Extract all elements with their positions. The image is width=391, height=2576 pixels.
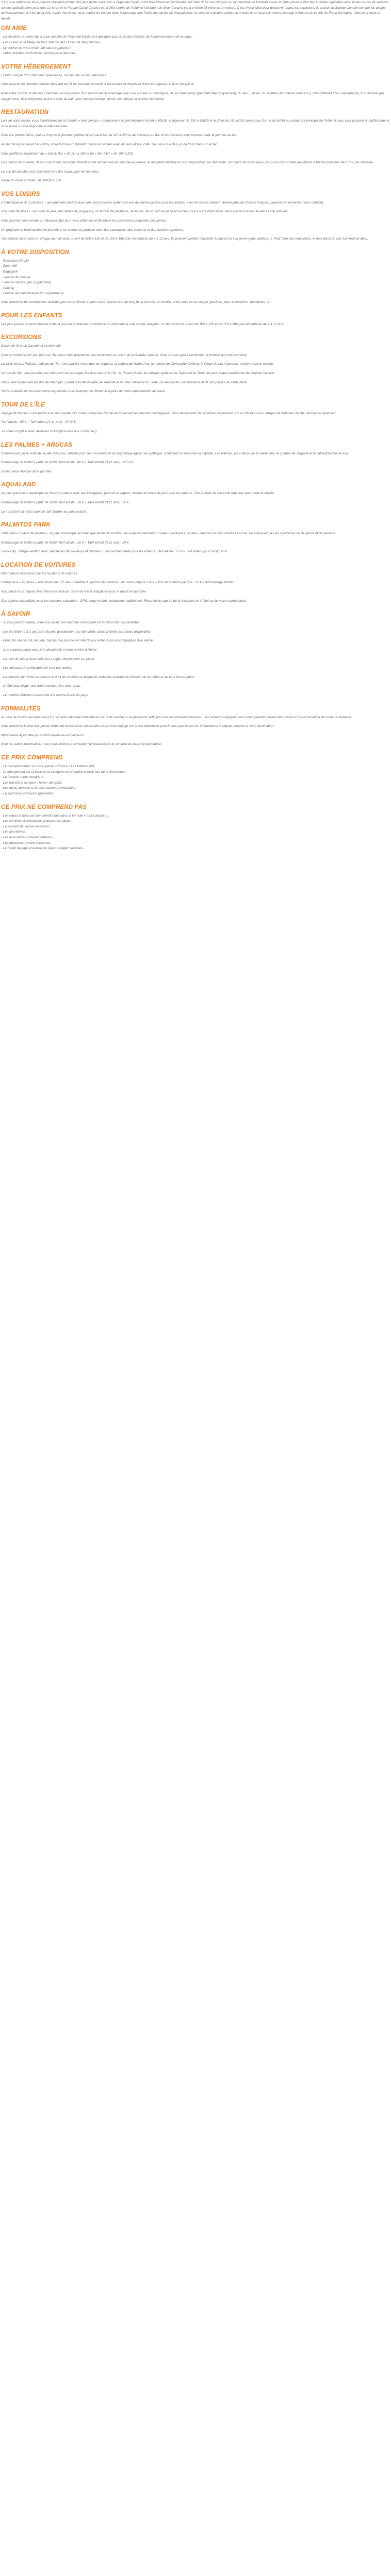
section xyxy=(1,402,390,435)
section-paragraph: Le plus grand parc aquatique de l'île vous attend avec ses toboggans, piscines à vagues, rivières et zones de jeux pour les enfants. Une journée de fun et de fraîcheur pour toute la famille. xyxy=(1,492,275,496)
section-paragraph: L'hôtel dispose de 2 piscines – une première piscine avec une zone pour les enfants et une deuxième piscine pour les adultes, avec terrasses solarium aménagées de chaises longues, parasols et serviettes (sous caution). xyxy=(1,200,324,205)
section-heading: AQUALAND xyxy=(1,482,36,488)
section-paragraph: Un programme d'animations en journée et en soirée est proposé avec des spectacles, des concerts et des activités sportives. xyxy=(1,228,184,232)
intro-paragraph: S'il y a un endroit où vous pouvez vraiment profiter des plus belles vacances à Playa del Inglés, c'est bien Vitanova Continental, un hôtel 3* ici tout compris sur la couronne de bouteilles avec enfants pouvant être des journées spéciales avec toutes sortes de services conçus spécialement pour eux. Le large et le Parque Canal Canaria est à 250 mètres de l'hôtel et l'aéroport de Gran Canaria est à environ 35 minutes en voiture. C'est l'hôtel idéal pour découvrir toutes les attractions du sud de la Grande Canarie comme les plages de Maspalomas, à 3 km de la Cité Jardin. Ne devez-vous oublier de trouver dans l'entourage une Partie des dunes de Maspalomas, un endroit vraiment unique au monde et un réservoir naturel protégé à l'entrée de la ville de Playa del Inglés. Idéal pour toute la famille. xyxy=(1,1,389,21)
section-paragraph: - Les lits bébé (0 à 2 ans) sont fournis gratuitement sur demande, dans la limite des stocks disponibles. xyxy=(1,630,152,634)
section-paragraph: Informations indicatives sur les locations de voitures : xyxy=(1,571,79,575)
section-paragraph: Le transport est inclus dans le tarif. Entrée au parc incluse. xyxy=(1,510,87,514)
section-paragraph: Au bar de la piscine et bar Lobby, votre formule comprend : boissons locales avec et sans alcool, café, thé, ainsi que des jus de fruits frais sur le bar. xyxy=(1,142,218,146)
list-item: - La situation, au cœur de la zone animée de Playa del Inglés et à quelques pas du centre Kasbah, de la promenade et de la plage. xyxy=(1,35,193,39)
section-paragraph: Assurance tous risques avec franchise incluse. Carte de crédit obligatoire pour le dépôt de garantie. xyxy=(1,590,147,594)
section-heading: TOUR DE L'ÎLE xyxy=(1,401,45,408)
page xyxy=(0,0,391,852)
list-item: - Parking xyxy=(1,286,14,290)
section xyxy=(1,804,390,852)
list-item: - La surcharge carburant (révisable). xyxy=(1,791,55,795)
section-paragraph: - Une caution pourra vous être demandée à votre arrivée à l'hôtel. xyxy=(1,648,97,652)
section-heading: EXCURSIONS xyxy=(1,334,42,341)
section-paragraph: Ramassage de l'hôtel à partir de 9h30. Tarif adulte : 32 € – Tarif enfant (3-11 ans) : 24 € xyxy=(1,540,129,545)
section xyxy=(1,522,390,555)
section-paragraph: Les plus jeunes pourront trouver toute la journée à Vitanova Continental un mini-club et une piscine adaptée. Le Mini-club est ouvert de 10h à 13h et de 15h à 18h pour les enfants de 4 à 12 ans. xyxy=(1,322,284,326)
section-heading: PALMITOS PARK xyxy=(1,522,51,529)
section-paragraph: Vos enfants seront pris en charge au mini-club, ouvert de 10h à 13h et de 15h à 18h pour les enfants de 4 à 12 ans. Ils pourront profiter d'activités ludiques en tout genre (jeux, ateliers...). Pour faire des rencontres, le mini-disco du soir est l'endroit idéal. xyxy=(1,237,368,241)
section xyxy=(1,706,390,748)
section-paragraph: Vous trouverez de nombreuses activités pour vous divertir et pour vous reposer tout au long de la journée, en famille, entre amis ou en couple (piscines, jeux, animations, spectacles...). xyxy=(1,300,270,304)
list-item: - Le forfait bagage et la taxe de séjour à régler sur place. xyxy=(1,846,84,851)
section-paragraph: Dîner: selon l'horaire de la journée. xyxy=(1,469,53,473)
section-heading: À VOTRE DISPOSITION xyxy=(1,249,70,256)
section-paragraph: - La taxe de séjour éventuelle est à régler directement sur place. xyxy=(1,657,95,661)
section xyxy=(1,334,390,395)
section-paragraph: Pour en connaître un peu plus sur l'île, nous vous proposons des excursions au cœur de la Grande Canarie. Vous n'aurez qu'à sélectionner la formule qui vous convient : xyxy=(1,353,249,357)
section-paragraph: Des options disponibles pour les locations suivantes : GPS, siège enfant, conducteur additionnel. Réservation auprès de la réception de l'hôtel ou de notre représentant. xyxy=(1,599,247,603)
section-heading: VOS LOISIRS xyxy=(1,191,40,197)
section-paragraph: - La direction de l'hôtel se réserve le droit de modifier ou d'annuler certaines activités en fonction de la météo et du taux d'occupation. xyxy=(1,675,196,679)
list-item: - Les repas et boissons non mentionnés dans la formule « tout compris », xyxy=(1,814,108,818)
list-item: - Les transferts aéroport / hôtel / aéroport, xyxy=(1,781,62,785)
list-item: - L'hébergement sur la base de la catégorie de chambre choisie lors de la réservation, xyxy=(1,770,127,774)
section xyxy=(1,249,390,306)
section-paragraph: - Le nombre d'étoiles correspond à la norme locale du pays. xyxy=(1,693,89,697)
section-paragraph: Journée complète avec déjeuner inclus (boissons non comprises). xyxy=(1,429,98,433)
section-paragraph: Découvrez également les îles de l'archipel : partez à la découverte de Tenerife et du Parc National du Teide, ou encore de Fuerteventura et de ses plages de sable blanc. xyxy=(1,380,249,384)
list-item: - La formule « tout compris », xyxy=(1,775,44,779)
sections xyxy=(1,25,390,851)
section-paragraph: Commencez par la visite de la ville d'Arucas, célèbre pour ses rhumeries et sa magnifique église néo-gothique. Continuez ensuite vers la capitale, Las Palmas, pour découvrir la vieille ville, le quartier de Vegueta et la cathédrale Santa Ana. xyxy=(1,451,349,455)
section-heading: CE PRIX NE COMPREND PAS xyxy=(1,804,87,810)
section-paragraph: Vous profiterez également du « Snack Bar » de 11h à 18h et du « Bar 24/7 » de 10h à 23h. xyxy=(1,151,134,156)
list-item: - Bagagerie xyxy=(1,270,19,274)
section-heading: À SAVOIR xyxy=(1,611,30,618)
section-paragraph: L'Hôtel compte 382 chambres spacieuses, lumineuses et bien décorées. xyxy=(1,73,107,77)
section-paragraph: Au sein de l'Union européenne (UE), la carte nationale d'identité en cours de validité ou le passeport suffit pour les ressortissants français. Les mineurs voyageant sans leurs parents doivent être munis d'une autorisation de sortie du territoire. xyxy=(1,715,352,719)
list-item: - Les dépenses d'ordre personnel, xyxy=(1,841,51,845)
list-item: - Votre chambre confortable, lumineuse et décorée xyxy=(1,52,75,56)
list-item: - Les pourboires, xyxy=(1,830,26,834)
section-heading: RESTAURATION xyxy=(1,109,49,116)
section-paragraph: - Pour des raisons de sécurité, l'accès à la piscine est interdit aux enfants non accompagnés d'un adulte. xyxy=(1,639,154,643)
section-paragraph: Ramassage de l'hôtel à partir de 8h30. Tarif adulte : 45 € – Tarif enfant (3-11 ans) : 22,50 € xyxy=(1,461,134,465)
list-item: - Réception 24h/24 xyxy=(1,259,29,263)
list-item: - Le confort de votre hôtel, animaux et galeries ! xyxy=(1,46,71,50)
section xyxy=(1,109,390,184)
section-paragraph: Sioux City : village western avec spectacles de cow-boys et d'indiens, une journée idéale pour les enfants. Tarif adulte : 27 € – Tarif enfant (3-11 ans) : 18 € xyxy=(1,550,227,554)
section xyxy=(1,442,390,475)
section-paragraph: Vous trouverez la liste des pièces d'identité et des visas nécessaires pour votre voyage sur le site diplomatie.gouv.fr ainsi que toutes les informations pratiques relatives à votre destination. xyxy=(1,724,274,728)
list-item: - Le transport aérien sur vols spéciaux France / Las Palmas A/R, xyxy=(1,764,95,768)
section-paragraph: Heure du dîner à l'hôtel : de 18h30 à 21h. xyxy=(1,179,62,183)
list-item: - Service médical (en supplément) xyxy=(1,281,51,285)
section-paragraph: Catégorie A – 5 places – Age minimum : 21 ans – Validité du permis de conduire : au moins depuis 2 ans – Prix de location par jour : 35 € – Kilométrage illimité. xyxy=(1,581,234,585)
section-paragraph: Pour les autres nationalités, nous vous invitons à consulter l'ambassade ou le consulat du pays de destination. xyxy=(1,742,162,747)
section-paragraph: Découvrir Grande Canarie et sa diversité xyxy=(1,344,61,348)
list-item: - Les taxes aéroport et la taxe carbone (révisables), xyxy=(1,786,76,790)
section-paragraph: Lors de votre séjour, vous bénéficierez de la formule « tout compris » comprenant le petit-déjeuner de 8h à 10h30, le déjeuner de 13h à 15h30 et le dîner de 18h à 21h servis sous forme de buffet au restaurant principal de l'hôtel. Il vous sera proposé un buffet varié et riche d'une cuisine régionale et internationale. xyxy=(1,119,389,128)
section-heading: CE PRIX COMPREND xyxy=(1,754,63,761)
section-heading: LOCATION DE VOITURES xyxy=(1,562,76,568)
section xyxy=(1,64,390,102)
section-paragraph: Tarifs et détails de ces excursions disponibles à la réception de l'hôtel ou auprès de notre représentant sur place. xyxy=(1,389,166,394)
section xyxy=(1,611,390,698)
section-paragraph: Tarif adulte : 55 € – Tarif enfant (3-11 ans) : 27,50 € xyxy=(1,420,76,425)
section-paragraph: - Les animaux de compagnie ne sont pas admis. xyxy=(1,666,72,670)
section xyxy=(1,755,390,797)
section-paragraph: Des glaces en journée, des en-cas et des boissons chaudes sont servies tout au long de la journée, et des plats diététiques sont disponibles sur demande : Au cours de votre séjour, vous pourrez profiter des dîners à thème proposés deux fois par semaine. xyxy=(1,161,374,165)
section-paragraph: Ramassage de l'hôtel à partir de 9h30. Tarif adulte : 30 € – Tarif enfant (3-11 ans) : 22 € xyxy=(1,500,129,504)
section-paragraph: - L'hôtel peut exiger une tenue correcte lors des repas. xyxy=(1,684,81,688)
section xyxy=(1,482,390,515)
section-paragraph: La visite de Las Palmas, capitale de l'île : son quartier historique de Vegueta, la cathédrale Santa Ana, la maison de Christophe Colomb, la Plage de Las Canteras, et bien d'autres encore. xyxy=(1,362,274,366)
list-item: - La location de voiture en option, xyxy=(1,824,50,828)
section-paragraph: Pour vos petites faims, tout au long de la journée, profitez d'un snack-bar de 11h à 23h et de boissons au bar et les boissons sont incluses toute la journée au bar. xyxy=(1,133,238,138)
section-paragraph: Vous logerez en chambre double standard de 31 m² pouvant accueillir 3 personnes et disposant d'une lits séparés et d'un canapé lit. xyxy=(1,82,194,87)
section-paragraph: Le port de pantalon est obligatoire lors des repas pour les hommes. xyxy=(1,170,100,174)
section-paragraph: Vous pourrez vous rendre au Vitanova Spa pour vous détendre et découvrir les prestations proposées (payantes). xyxy=(1,219,168,223)
section-heading: FORMALITÉS xyxy=(1,705,41,712)
section-heading: VOTRE HÉBERGEMENT xyxy=(1,63,71,70)
list-item: - Zone Wifi xyxy=(1,264,17,268)
section-heading: POUR LES ENFANTS xyxy=(1,312,62,319)
list-item: - Service de blanchisserie (en supplément) xyxy=(1,292,64,296)
section xyxy=(1,25,390,56)
list-item: - Les Dunes et la Plage du Parc Naturel des Dunes de Maspalomas xyxy=(1,40,100,44)
section-paragraph: https://www.diplomatie.gouv.fr/fr/conseils-aux-voyageurs/ xyxy=(1,733,84,737)
section xyxy=(1,313,390,328)
list-item: - Les services et excursions proposés sur place, xyxy=(1,819,72,823)
section-heading: LES PALMES + ARUCAS xyxy=(1,442,73,448)
section-heading: ON AIME xyxy=(1,25,27,32)
section-paragraph: Situé dans un ravin de palmiers, ce parc zoologique et botanique abrite de nombreuses espèces animales : oiseaux exotiques, reptiles, dauphins et bien d'autres encore. Ne manquez pas les spectacles de dauphins et de rapaces. xyxy=(1,532,336,536)
list-item: - Les assurances complémentaires, xyxy=(1,835,53,839)
section xyxy=(1,562,390,604)
section-paragraph: Pour votre confort, toutes les chambres sont équipées d'un grand balcon aménagé avec vue sur mer ou montagne, de la climatisation (pendant l'été uniquement), du Wi-Fi, d'une TV satellite (10 chaînes dont TV5), d'un coffre-fort (en supplément), d'un minibar (en supplément), d'un téléphone et d'une salle de bain avec sèche-cheveux, miroir cosmétique et articles de toilette. xyxy=(1,91,384,101)
section-paragraph: Le tour de l'île : une journée pour découvrir les paysages les plus beaux de l'île : le Roque Nublo, les villages typiques de Tejeda et de Teror, les plus beaux panoramas de Grande Canarie. xyxy=(1,371,275,375)
section-paragraph: - Si vous partez seul(e), votre prix inclut une chambre individuelle en fonction des disponibilités. xyxy=(1,621,140,625)
section-paragraph: Une salle de fitness, une salle de jeux, des tables de ping-pong, un terrain de pétanque, de tennis, de squash et de beach-volley sont à votre disposition, ainsi que la location de vélos et de voitures. xyxy=(1,210,289,214)
section-paragraph: Voyage de Nicolas, vous partez à la découverte des routes sinueuses de l'île en traversant les massifs montagneux. Vous découvrirez de superbes panoramas sur la côte et sur les villages de l'intérieur de l'île. Ambiance garantie ! xyxy=(1,411,336,415)
list-item: - Service de change xyxy=(1,275,30,279)
section xyxy=(1,191,390,242)
